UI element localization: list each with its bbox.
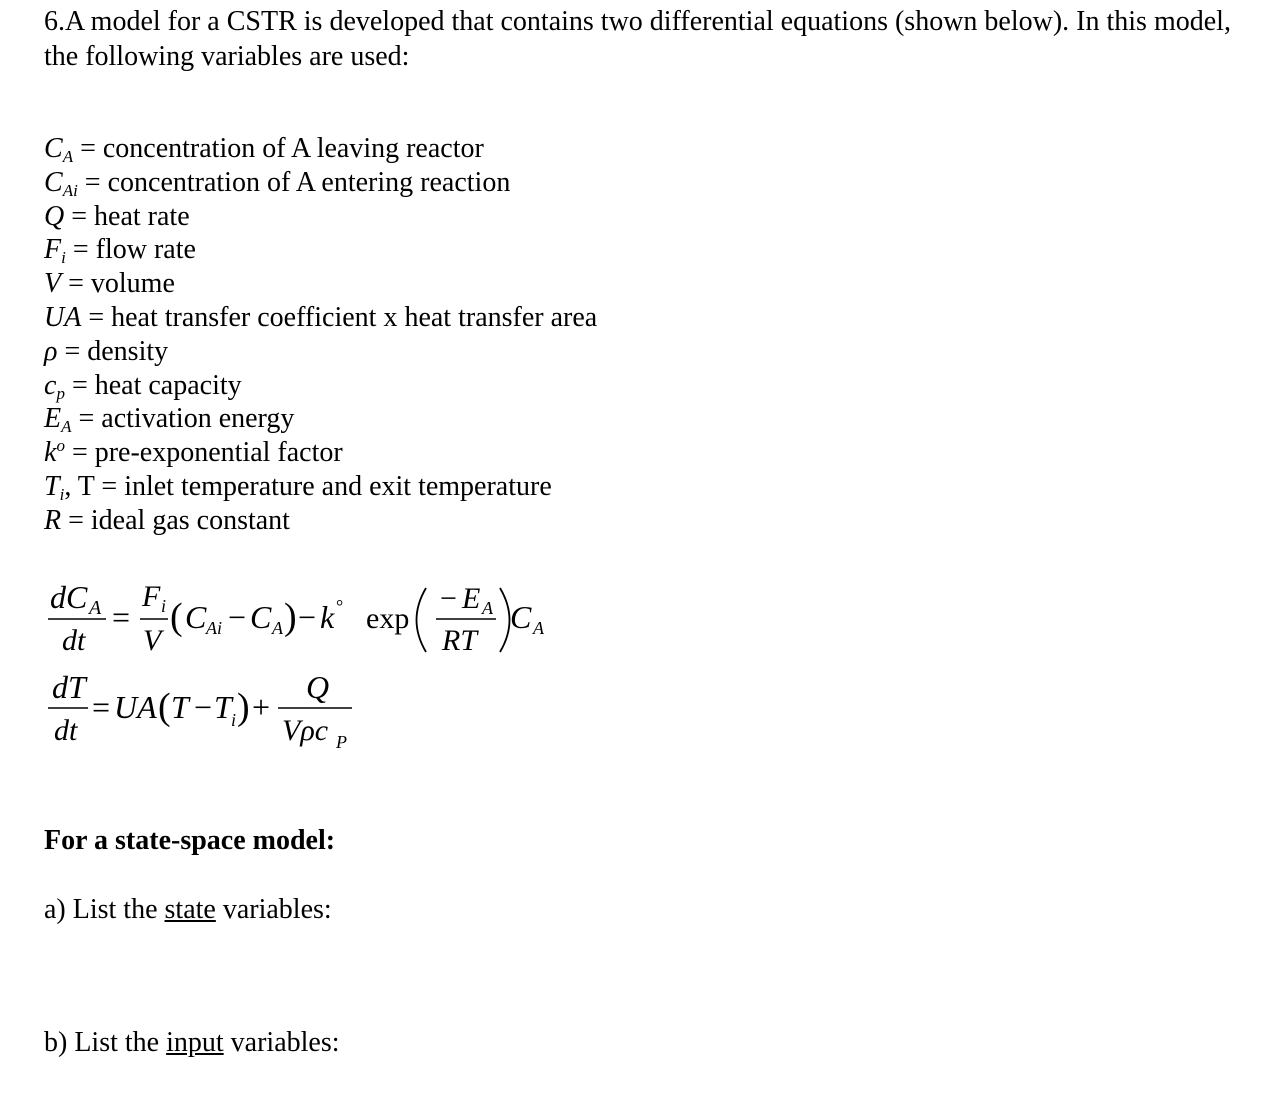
svg-text:Vρc: Vρc [282,714,329,747]
definition-symbol: R [44,504,62,536]
definition-symbol: UA [44,301,82,333]
svg-text:(: ( [158,686,171,728]
definition-symbol: $F_i$ [44,234,66,268]
svg-text:A: A [482,598,493,618]
svg-text:V: V [143,624,162,657]
definition-symbol: $k^o$ [44,436,65,469]
svg-text:Ai: Ai [206,618,222,638]
svg-text:i: i [231,710,237,730]
definition-row [44,233,597,267]
svg-text:dt: dt [62,624,86,657]
svg-text:−: − [298,599,317,635]
definition-text: = density [57,335,169,367]
definition-text: = flow rate [65,234,196,266]
definition-symbol: $c_p$ [44,369,65,403]
equation-concentration-balance [44,572,584,673]
svg-text:−: − [228,599,247,635]
underlined-word: input [166,1027,224,1058]
definition-row [44,132,597,166]
svg-text:+: + [252,689,271,725]
definition-text: = ideal gas constant [61,504,290,536]
definition-row [44,402,597,436]
definition-row [44,470,597,504]
definition-row [44,504,597,538]
definition-symbol: Q [44,200,65,232]
svg-text:T: T [214,689,232,725]
definition-row [44,200,597,234]
svg-text:C: C [185,599,207,635]
question-b: b) List the input variables: [44,1027,340,1058]
definition-row [44,301,597,335]
svg-text:UA: UA [114,689,157,725]
svg-text:F: F [142,580,161,613]
definition-text: = activation energy [71,403,295,435]
definition-text: = heat rate [64,200,190,232]
svg-text:dt: dt [54,714,78,747]
definition-text: = volume [61,268,175,300]
svg-text:): ) [237,686,250,728]
definition-text: = concentration of A entering reaction [77,166,511,198]
svg-text:A: A [272,618,283,638]
definition-row [44,436,597,470]
svg-text:°: ° [336,596,344,616]
variable-definitions [44,132,597,538]
definition-symbol: $T_i$ [44,470,65,504]
svg-text:): ) [284,596,297,638]
svg-text:i: i [161,596,167,616]
svg-text:RT: RT [442,624,478,657]
svg-text:P: P [336,732,347,752]
svg-text:(: ( [170,596,183,638]
definition-row [44,166,597,200]
problem-intro: 6.A model for a CSTR is developed that contains two differential equations (shown below). In this model, the following variables are used: [44,6,1231,72]
section-title: For a state-space model: [44,825,336,856]
svg-text:k: k [320,599,335,635]
svg-text:A: A [533,618,544,638]
equation-energy-balance [44,668,374,761]
svg-text:T: T [171,689,189,725]
underlined-word: state [164,894,216,925]
definition-symbol: V [44,268,62,300]
svg-text:−: − [194,689,213,725]
definition-row [44,267,597,301]
definition-symbol: $C_{Ai}$ [44,166,78,200]
definition-text: , T = inlet temperature and exit temperature [64,470,552,502]
svg-text:dC: dC [50,579,88,615]
svg-text:=: = [92,689,111,725]
svg-text:dT: dT [52,669,86,705]
svg-text:=: = [112,599,131,635]
question-a: a) List the state variables: [44,894,332,925]
definition-symbol: $E_A$ [44,403,72,437]
svg-text:E: E [462,582,481,615]
svg-text:−: − [440,582,457,615]
definition-row [44,335,597,369]
definition-text: = heat capacity [64,369,242,401]
svg-text:exp: exp [366,602,410,635]
definition-text: = concentration of A leaving reactor [73,133,484,164]
definition-symbol: ρ [44,335,58,367]
svg-text:A: A [89,597,102,619]
svg-text:Q: Q [306,669,330,705]
definition-text: = heat transfer coefficient x heat transfer area [81,301,598,333]
definition-row [44,369,597,403]
definition-symbol: $C_A$ [44,133,74,166]
definition-text: = pre-exponential factor [64,437,343,469]
svg-text:C: C [510,599,532,635]
svg-text:C: C [250,599,272,635]
